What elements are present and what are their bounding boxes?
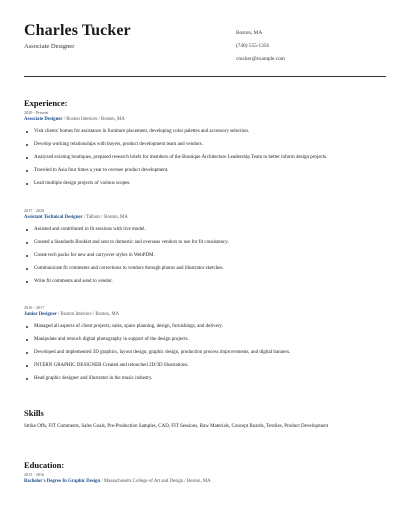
bullet-item: Developed and implemented 3D graphics, layout design, graphic design, production process improvements, and digital banners.: [24, 350, 386, 363]
header-divider: [24, 76, 386, 77]
experience-heading: Experience:: [24, 98, 68, 108]
bullet-item: Develop working relationships with buyers, product development team and vendors.: [24, 142, 386, 155]
job-bullets: [24, 129, 386, 194]
job-title: Junior Designer: [24, 312, 57, 317]
job-bullets: [24, 227, 386, 292]
bullet-item: Managed all aspects of client projects; sales, space planning, design, furnishings, and delivery.: [24, 324, 386, 337]
bullet-item: Lead multiple design projects of various scopes.: [24, 181, 386, 194]
resume-header: [0, 0, 410, 80]
degree-title: Bachelor's Degree In Graphic Design: [24, 479, 101, 484]
job-heading: [24, 214, 386, 221]
skills-heading: Skills: [24, 408, 44, 418]
school-name: / Massachusetts College of Art and Design / Boston, MA: [100, 479, 211, 484]
bullet-item: INTERN GRAPHIC DESIGNER Created and retouched 2D/3D illustrations.: [24, 363, 386, 376]
job-bullets: [24, 324, 386, 389]
education-dates: 2013 - 2016: [24, 472, 45, 477]
bullet-item: Write fit comments and send to vendor.: [24, 279, 386, 292]
job-title: Assistant Technical Designer: [24, 215, 83, 220]
skills-list: Strike Offs, FIT Comments, Sales Goals, Pre-Production Samples, CAD, FIT Sessions, Raw Materials, Concept Boards, Textiles, Product Development: [24, 424, 328, 429]
contact-location: Boston, MA: [236, 30, 263, 36]
experience-entry: [24, 110, 386, 194]
candidate-title: Associate Designer: [24, 43, 75, 50]
contact-phone: (740) 555-1356: [236, 43, 270, 49]
bullet-item: Manipulate and retouch digital photography in support of the design projects.: [24, 337, 386, 350]
job-heading: [24, 116, 386, 123]
bullet-item: Analyzed existing boutiques, prepared research briefs for members of the Boutique Architecture Leadership Team to better inform design projects.: [24, 155, 386, 168]
job-dates: 2020 - Present: [24, 110, 49, 115]
experience-entry: [24, 305, 386, 389]
experience-entry: [24, 208, 386, 292]
bullet-item: Head graphic designer and illustrator in the music industry.: [24, 376, 386, 389]
job-company: / Talbots / Boston, MA: [82, 215, 128, 220]
job-dates: 2016 - 2017: [24, 305, 45, 310]
bullet-item: Assisted and contributed in fit sessions with live model.: [24, 227, 386, 240]
bullet-item: Communicate fit comments and corrections to vendors through photos and illustrator sketches.: [24, 266, 386, 279]
bullet-item: Create tech packs for new and carryover styles in WebPDM.: [24, 253, 386, 266]
job-heading: [24, 311, 386, 318]
education-entry: [24, 472, 386, 485]
education-heading: Education:: [24, 460, 65, 470]
education-heading-line: [24, 478, 386, 485]
contact-email: ctucker@example.com: [236, 56, 285, 62]
job-dates: 2017 - 2020: [24, 208, 45, 213]
bullet-item: Visit clients' homes for assistance in furniture placement, developing color palettes and accessory selection.: [24, 129, 386, 142]
bullet-item: Traveled to Asia four times a year to oversee product development.: [24, 168, 386, 181]
bullet-item: Created a Standards Booklet and sent to domestic and overseas vendors to use for fit consistency.: [24, 240, 386, 253]
job-title: Associate Designer: [24, 117, 63, 122]
candidate-name: Charles Tucker: [24, 22, 131, 39]
job-company: / Boston Interiors / Boston, MA: [62, 117, 125, 122]
job-company: / Boston Interiors / Boston, MA: [56, 312, 120, 317]
